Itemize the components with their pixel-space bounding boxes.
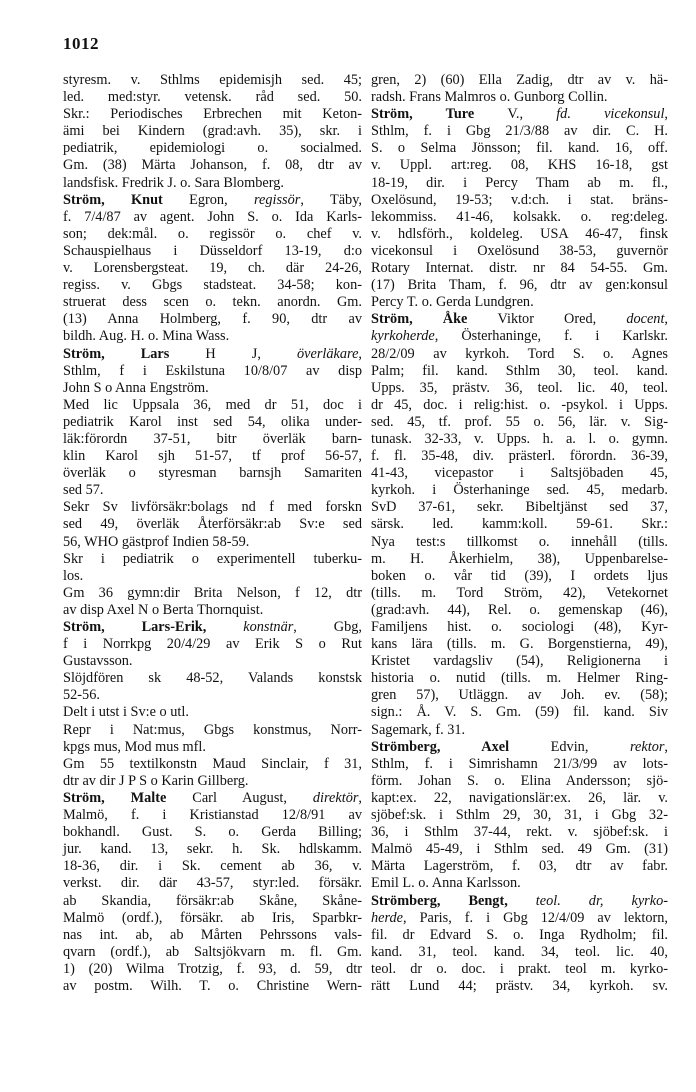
text-run: Sagemark, f. 31. xyxy=(371,721,466,738)
text-run: Familjens hist. o. sociologi (48), Kyr- xyxy=(371,619,668,635)
entry-name: Ström, Knut xyxy=(63,191,190,208)
text-run: f i Norrkpg 20/4/29 av Erik S o Rut xyxy=(63,636,362,653)
text-run: särsk. led. kamm:koll. 59-61. Skr.: xyxy=(371,516,668,533)
text-run: radsh. Frans Malmros o. Gunborg Collin. xyxy=(371,89,608,106)
text-line xyxy=(63,431,362,448)
text-run: , xyxy=(664,311,668,328)
text-run: , Österhaninge, f. i Karlskr. xyxy=(434,328,668,345)
text-line xyxy=(371,260,668,277)
text-line xyxy=(63,175,362,192)
text-line xyxy=(63,140,362,157)
entry-name: Ström, Malte xyxy=(63,789,193,806)
text-line xyxy=(371,226,668,243)
text-run: , xyxy=(358,345,362,362)
text-run: Upps. 35, prästv. 36, teol. lic. 40, teol. xyxy=(371,379,668,396)
text-run: kans lära (tills. m. G. Borgenstierna, 49), xyxy=(371,636,668,653)
text-run: dr 45, doc. i relig:hist. o. -psykol. i Upps. xyxy=(371,396,668,413)
text-line xyxy=(371,722,668,739)
text-line xyxy=(371,893,668,910)
text-run: tunask. 32-33, v. Upps. h. a. l. o. gymn. xyxy=(371,430,668,447)
text-line xyxy=(63,192,362,209)
text-run: S. o Selma Jönsson; fil. kand. 16, off. xyxy=(371,140,668,157)
text-run: Gm. (38) Märta Johanson, f. 08, dtr av xyxy=(63,157,362,174)
text-run: (17) Brita Tham, f. 96, dtr av gen:konsul xyxy=(371,277,668,294)
text-line xyxy=(371,619,668,636)
text-line xyxy=(371,790,668,807)
text-line xyxy=(371,380,668,397)
page-number: 1012 xyxy=(63,34,99,53)
text-line xyxy=(371,243,668,260)
text-line xyxy=(371,431,668,448)
text-run: sign.: Å. V. S. Gm. (59) fil. kand. Siv xyxy=(371,704,668,721)
text-run: ämi bei Kindern (grad:avh. 35), skr. i xyxy=(63,123,362,140)
text-run: f. 7/4/87 av agent. John S. o. Ida Karls- xyxy=(63,208,362,225)
text-run: Kristet vardagsliv (54), Religionerna i xyxy=(371,653,668,670)
text-line xyxy=(63,397,362,414)
text-run: V., xyxy=(507,106,557,123)
text-line xyxy=(371,807,668,824)
text-run: pediatrik, epidemiologi o. socialmed. xyxy=(63,140,362,157)
text-run: av disp Axel N o Berta Thornquist. xyxy=(63,601,264,618)
text-run: 52-56. xyxy=(63,687,100,704)
text-run: Malmö, f. i Kristianstad 12/8/91 av xyxy=(63,807,362,824)
text-line xyxy=(371,209,668,226)
text-line xyxy=(63,534,362,551)
text-line xyxy=(63,824,362,841)
text-run: 36, i Sthlm 37-44, rekt. v. sjöbef:sk. i xyxy=(371,824,668,841)
text-line xyxy=(63,739,362,756)
text-line xyxy=(63,328,362,345)
text-line xyxy=(371,858,668,875)
text-run: f. fl. 35-48, div. prästerl. förordn. 36-39, xyxy=(371,448,668,465)
entry-name: Ström, Ture xyxy=(371,106,508,123)
text-run: John S o Anna Engström. xyxy=(63,379,209,396)
text-line xyxy=(371,944,668,961)
text-run: Edvin, xyxy=(550,738,630,755)
text-line xyxy=(371,294,668,311)
text-line xyxy=(63,841,362,858)
text-line xyxy=(371,72,668,89)
text-line xyxy=(371,687,668,704)
text-run: Egron, xyxy=(189,191,254,208)
text-line xyxy=(371,978,668,995)
entry-title: kyrkoherde xyxy=(371,328,435,345)
text-line xyxy=(63,978,362,995)
text-run: , Täby, xyxy=(300,191,362,208)
entry-title: överläkare xyxy=(297,345,359,362)
text-line xyxy=(63,722,362,739)
text-line xyxy=(371,875,668,892)
entry-name: Ström, Åke xyxy=(371,311,498,328)
text-run: Märta Lagerström, f. 03, dtr av fabr. xyxy=(371,858,668,875)
text-line xyxy=(371,841,668,858)
text-run: Palm; fil. kand. Sthlm 30, teol. kand. xyxy=(371,362,668,379)
text-line xyxy=(371,756,668,773)
text-line xyxy=(63,773,362,790)
text-run: (13) Anna Holmberg, f. 90, dtr av xyxy=(63,311,362,328)
text-line xyxy=(371,363,668,380)
text-line xyxy=(63,704,362,721)
text-line xyxy=(63,875,362,892)
text-run: led. med:styr. vetensk. råd sed. 50. xyxy=(63,89,362,106)
entry-title: herde xyxy=(371,909,404,926)
text-line xyxy=(371,499,668,516)
text-line xyxy=(63,961,362,978)
text-run: Malmö 45-49, i Sthlm sed. 49 Gm. (31) xyxy=(371,841,668,858)
text-line xyxy=(371,602,668,619)
text-run: 56, WHO gästprof Indien 58-59. xyxy=(63,533,250,550)
text-line xyxy=(371,773,668,790)
text-line xyxy=(63,157,362,174)
text-run: son; dek:mål. o. regissör o. chef v. xyxy=(63,225,362,242)
entry-title: regissör xyxy=(253,191,301,208)
text-line xyxy=(371,123,668,140)
text-run: pediatrik Karol inst sed 54, olika under- xyxy=(63,413,362,430)
text-line xyxy=(371,534,668,551)
text-run: rätt Lund 44; prästv. 34, kyrkoh. sv. xyxy=(371,977,668,994)
text-run: qvarn (ordf.), ab Saltsjökvarn m. fl. Gm. xyxy=(63,943,362,960)
text-line xyxy=(371,89,668,106)
entry-name: Strömberg, Axel xyxy=(371,738,551,755)
text-run: Emil L. o. Anna Karlsson. xyxy=(371,875,521,892)
text-run: Sthlm, f. i Simrishamn 21/3/99 av lots- xyxy=(371,755,668,772)
text-line xyxy=(63,226,362,243)
text-line xyxy=(371,465,668,482)
text-run: 28/2/09 av kyrkoh. Tord S. o. Agnes xyxy=(371,345,668,362)
text-run: Sthlm, f i Eskilstuna 10/8/07 av disp xyxy=(63,362,362,379)
text-run: , xyxy=(664,106,668,123)
text-line xyxy=(63,602,362,619)
text-run: Repr i Nat:mus, Gbgs konstmus, Norr- xyxy=(63,721,362,738)
text-line xyxy=(371,157,668,174)
text-line xyxy=(371,140,668,157)
text-run: sed 57. xyxy=(63,482,104,499)
text-run: (grad:avh. 44), Rel. o. gemenskap (46), xyxy=(371,601,668,618)
text-run: historia o. nutid (tills. m. Helmer Ring- xyxy=(371,670,668,687)
text-line xyxy=(63,346,362,363)
text-run: , Paris, f. i Gbg 12/4/09 av lektorn, xyxy=(403,909,668,926)
text-line xyxy=(371,516,668,533)
text-line xyxy=(371,961,668,978)
text-run: v. Lorensbergsteat. 19, ch. där 24-26, xyxy=(63,260,362,277)
text-line xyxy=(63,209,362,226)
text-run: kand. 31, teol. kand. 34, teol. lic. 40, xyxy=(371,943,668,960)
text-line xyxy=(63,893,362,910)
text-run: gren, 2) (60) Ella Zadig, dtr av v. hä- xyxy=(371,72,668,88)
text-run: Skr i pediatrik o experimentell tuberku- xyxy=(63,550,362,567)
text-run: Sekr Sv livförsäkr:bolags nd f med forskn xyxy=(63,499,362,516)
text-run: 18-36, dir. i Sk. cement ab 36, v. xyxy=(63,858,362,875)
text-line xyxy=(371,397,668,414)
text-run: vicekonsul i Oxelösund 38-53, guvernör xyxy=(371,242,668,259)
text-run: Slöjdfören sk 48-52, Valands konstsk xyxy=(63,670,362,687)
text-run: Oxelösund, 19-53; v.d:ch. i stat. bräns- xyxy=(371,191,668,208)
text-run: teol. dr o. doc. i prakt. teol m. kyrko- xyxy=(371,960,668,977)
text-run: kapt:ex. 22, navigationslär:ex. 26, lär. v. xyxy=(371,789,668,806)
text-line xyxy=(63,277,362,294)
entry-title: teol. dr, kyrko- xyxy=(535,892,669,909)
text-line xyxy=(371,482,668,499)
text-run: H J, xyxy=(205,345,298,362)
text-line xyxy=(63,482,362,499)
text-run: Schauspielhaus i Düsseldorf 13-19, d:o xyxy=(63,242,362,259)
text-run: sed 49, överläk Återförsäkr:ab Sv:e sed xyxy=(63,516,362,533)
text-line xyxy=(63,790,362,807)
right-column xyxy=(371,72,668,995)
text-run: förm. Johan S. o. Elina Andersson; sjö- xyxy=(371,772,668,789)
text-run: jur. kand. 13, sekr. h. Sk. hdlskamm. xyxy=(63,841,362,858)
text-run: nas int. ab, ab Mårten Pehrssons vals- xyxy=(63,926,362,943)
text-line xyxy=(371,585,668,602)
text-run: sjöbef:sk. i Sthlm 29, 30, 31, i Gbg 32- xyxy=(371,807,668,824)
text-run: 1) (20) Wilma Trotzig, f. 93, d. 59, dtr xyxy=(63,960,362,977)
text-line xyxy=(63,670,362,687)
entry-title: fd. vicekonsul xyxy=(556,106,665,123)
text-line xyxy=(63,910,362,927)
text-run: SvD 37-61, sekr. Bibeltjänst sed 37, xyxy=(371,499,668,516)
entry-name: Ström, Lars-Erik, xyxy=(63,619,244,635)
text-line xyxy=(63,927,362,944)
text-line xyxy=(63,243,362,260)
text-line xyxy=(63,636,362,653)
text-run: 18-19, dir. i Percy Tham ab m. fl., xyxy=(371,174,668,191)
text-line xyxy=(371,311,668,328)
text-run: kpgs mus, Mod mus mfl. xyxy=(63,738,206,755)
text-run: Sthlm, f. i Gbg 21/3/88 av dir. C. H. xyxy=(371,123,668,140)
text-run: Nya test:s tillkomst o. innehåll (tills. xyxy=(371,533,668,550)
text-line xyxy=(63,465,362,482)
text-run: Med lic Uppsala 36, med dr 51, doc i xyxy=(63,396,362,413)
text-run: kyrkoh. i Österhaninge sed. 45, medarb. xyxy=(371,482,668,499)
text-run: Malmö (ordf.), försäkr. ab Iris, Sparbkr- xyxy=(63,909,362,926)
text-run: Skr.: Periodisches Erbrechen mit Keton- xyxy=(63,106,362,123)
text-run: sed. 45, tf. prof. 55 o. 56, lär. v. Sig- xyxy=(371,413,668,430)
text-line xyxy=(63,106,362,123)
text-line xyxy=(63,687,362,704)
text-line xyxy=(371,927,668,944)
text-line xyxy=(371,910,668,927)
entry-title: docent xyxy=(626,311,665,328)
entry-title: konstnär xyxy=(243,619,294,635)
text-run: Gm 36 gymn:dir Brita Nelson, f 12, dtr xyxy=(63,584,362,601)
text-run: klin Karol sjh 51-57, tf prof 56-57, xyxy=(63,448,362,465)
text-line xyxy=(371,636,668,653)
text-run: Viktor Ored, xyxy=(497,311,627,328)
text-line xyxy=(63,499,362,516)
text-run: los. xyxy=(63,567,84,584)
text-run: (tills. m. Tord Ström, 42), Vetekornet xyxy=(371,584,668,601)
text-run: läk:förordn 37-51, bitr överläk barn- xyxy=(63,430,362,447)
text-run: boken o. vår tid (39), I ordets ljus xyxy=(371,567,668,584)
text-line xyxy=(371,739,668,756)
text-line xyxy=(63,294,362,311)
text-line xyxy=(371,568,668,585)
text-run: av postm. Wilh. T. o. Christine Wern- xyxy=(63,977,362,994)
text-run: , xyxy=(358,789,362,806)
text-line xyxy=(371,192,668,209)
entry-name: Strömberg, Bengt, xyxy=(371,892,536,909)
text-run: Rotary Internat. distr. nr 84 54-55. Gm. xyxy=(371,260,668,277)
text-run: dtr av dir J P S o Karin Gillberg. xyxy=(63,772,249,789)
text-line xyxy=(371,346,668,363)
text-line xyxy=(63,756,362,773)
text-line xyxy=(371,704,668,721)
text-run: landsfisk. Fredrik J. o. Sara Blomberg. xyxy=(63,174,284,191)
text-line xyxy=(371,448,668,465)
text-line xyxy=(63,89,362,106)
text-run: Gm 55 textilkonstn Maud Sinclair, f 31, xyxy=(63,755,362,772)
text-line xyxy=(63,619,362,636)
text-run: verkst. dir. där 43-57, styr:led. försäkr. xyxy=(63,875,362,892)
text-line xyxy=(371,106,668,123)
text-line xyxy=(63,123,362,140)
text-run: lekommiss. 41-46, kolsakk. o. reg:deleg. xyxy=(371,208,668,225)
text-run: gren 57), Utläggn. av Joh. ev. (58); xyxy=(371,687,668,704)
text-run: styresm. v. Sthlms epidemisjh sed. 45; xyxy=(63,72,362,88)
text-line xyxy=(63,585,362,602)
text-line xyxy=(63,653,362,670)
text-line xyxy=(371,328,668,345)
text-line xyxy=(63,380,362,397)
text-run: Delt i utst i Sv:e o utl. xyxy=(63,704,189,721)
text-line xyxy=(371,175,668,192)
text-run: , xyxy=(664,738,668,755)
text-line xyxy=(63,72,362,89)
text-run: fil. dr Edvard S. o. Inga Rydholm; fil. xyxy=(371,926,668,943)
text-line xyxy=(63,260,362,277)
text-line xyxy=(63,944,362,961)
text-run: v. hdlsförh., koldeleg. USA 46-47, finsk xyxy=(371,225,668,242)
text-run: Percy T. o. Gerda Lundgren. xyxy=(371,294,534,311)
text-line xyxy=(63,807,362,824)
text-run: regiss. v. Gbgs stadsteat. 34-58; kon- xyxy=(63,277,362,294)
text-run: Gustavsson. xyxy=(63,653,133,670)
text-run: Carl August, xyxy=(192,789,313,806)
text-run: bildh. Aug. H. o. Mina Wass. xyxy=(63,328,230,345)
text-line xyxy=(371,551,668,568)
text-line xyxy=(63,551,362,568)
text-run: m. H. Åkerhielm, 38), Uppenbarelse- xyxy=(371,550,668,567)
text-run: , Gbg, xyxy=(293,619,362,635)
text-line xyxy=(63,448,362,465)
text-line xyxy=(63,414,362,431)
text-run: överläk o styresman barnsjh Samariten xyxy=(63,465,362,482)
text-run: ab Skandia, försäkr:ab Skåne, Skåne- xyxy=(63,892,362,909)
text-line xyxy=(371,414,668,431)
text-run: struerat dess scen o. tekn. anordn. Gm. xyxy=(63,294,362,311)
entry-title: rektor xyxy=(630,738,665,755)
entry-title: direktör xyxy=(312,789,359,806)
left-column xyxy=(63,72,362,995)
text-line xyxy=(371,653,668,670)
text-line xyxy=(63,363,362,380)
text-line xyxy=(63,311,362,328)
text-line xyxy=(371,670,668,687)
text-run: bokhandl. Gust. S. o. Gerda Billing; xyxy=(63,824,362,841)
text-line xyxy=(371,824,668,841)
text-line xyxy=(371,277,668,294)
entry-name: Ström, Lars xyxy=(63,345,206,362)
text-line xyxy=(63,568,362,585)
text-line xyxy=(63,516,362,533)
text-line xyxy=(63,858,362,875)
text-run: 41-43, vicepastor i Saltsjöbaden 45, xyxy=(371,465,668,482)
text-run: v. Uppl. art:reg. 08, KHS 16-18, gst xyxy=(371,157,668,174)
